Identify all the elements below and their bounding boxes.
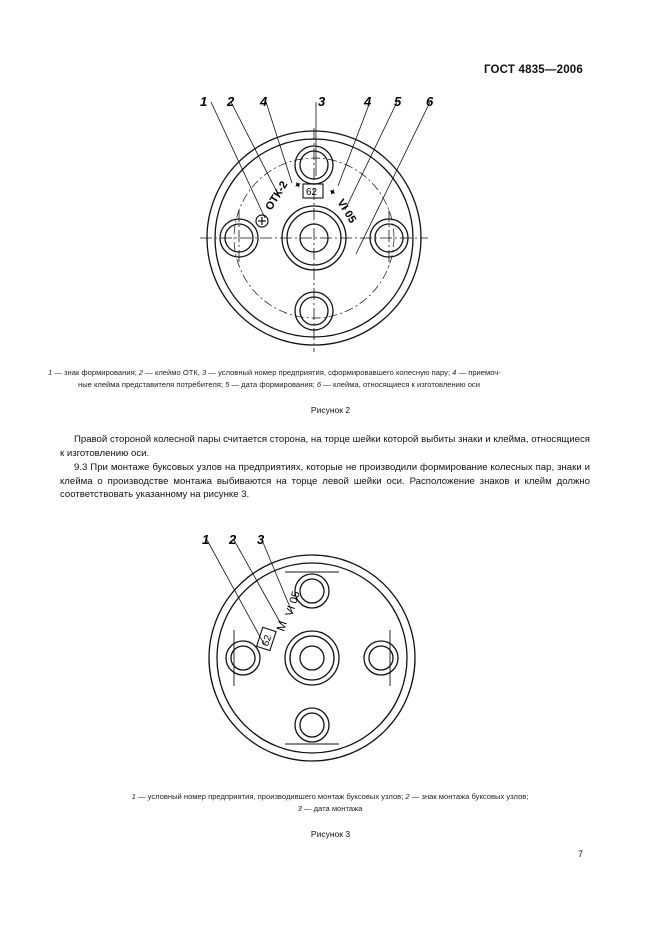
callout-6: 6	[426, 94, 434, 109]
fig3-enterprise-code: 62	[260, 633, 275, 648]
page-number: 7	[577, 849, 583, 859]
figure-2-caption: 1 — знак формирования; 2 — клеймо ОТК, 3 — условный номер предприятия, сформировавшего колесную пару; 4 — приемоч- ные клейма представителя потребителя; 5 — дата формирования; 6 — клейма, относящиеся к изготовлению оси	[48, 368, 501, 389]
figure-3-caption: 1 — условный номер предприятия, производившего монтаж буксовых узлов; 2 — знак монтажа буксовых узлов; 3 — дата монтажа	[131, 792, 529, 813]
fig3-callout-3: 3	[257, 532, 265, 547]
callout-4: 4	[260, 94, 268, 109]
assembly-date: VI 05	[283, 589, 303, 618]
figure-3-title: Рисунок 3	[310, 829, 351, 839]
assembly-mark: M	[273, 619, 290, 633]
fig3-callout-1: 1	[202, 532, 210, 547]
enterprise-code-2: 62	[306, 187, 318, 198]
callout-5: 5	[394, 94, 402, 109]
callout-3: 3	[318, 94, 326, 109]
callout-4b: 4	[364, 94, 372, 109]
figure-3-drawing	[0, 520, 661, 780]
paragraph-right-side: Правой стороной колесной пары считается сторона, на торце шейки которой выбиты знаки и клейма, относящиеся к изготовлению оси.	[60, 434, 590, 459]
fig3-callout-2: 2	[229, 532, 237, 547]
document-header: ГОСТ 4835—2006	[483, 64, 583, 76]
acceptance-mark-2: ✦	[325, 186, 339, 200]
formation-mark-icon	[256, 215, 268, 227]
otk-stamp: ОТК-2	[263, 179, 291, 213]
formation-date: VI 05	[334, 197, 359, 226]
figure-2-title: Рисунок 2	[310, 405, 351, 415]
callout-2: 2	[227, 94, 235, 109]
callout-1: 1	[200, 94, 208, 109]
figure-2-drawing	[0, 0, 661, 370]
acceptance-mark-1: ✦	[292, 178, 305, 193]
paragraph-9-3: 9.3 При монтаже буксовых узлов на предприятиях, которые не производили формирование колесных пар, знаки и клейма о производстве монтажа выбиваются на торце левой шейки оси. Расположение знаков и клейм должно соответствовать указанному на рисунке 3.	[60, 462, 590, 500]
